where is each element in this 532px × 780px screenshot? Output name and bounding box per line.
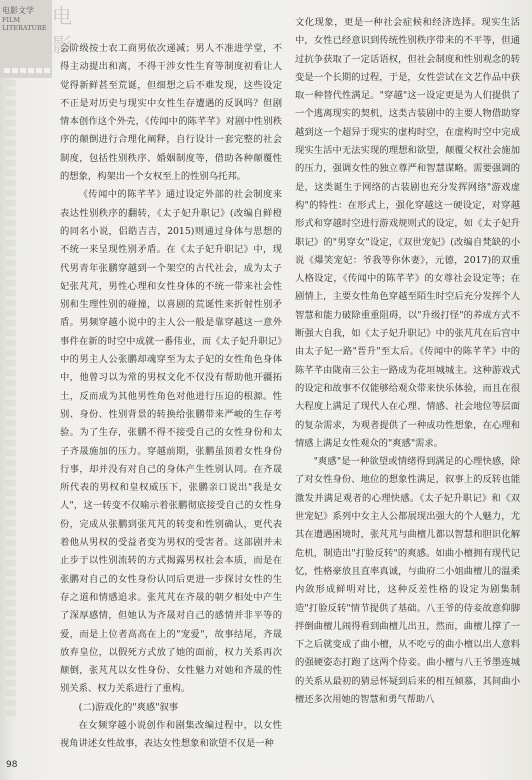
paragraph: "爽感"是一种欲望或情绪得到满足的心理快感，除了对女性身份、地位的想象性满足，叙事上的反转也能激发并满足观者的心理快感。《太子妃升职记》和《双世宠妃》系列中女主人公都展现出强大的个人魅力，尤其在遭遇困境时，张芃芃与曲檀儿都以智慧和胆识化解危机，制造出"打脸反转"的爽感。如曲小檀拥有现代记忆，性格豪放且直率真诚，与曲府二小姐曲檀儿的温柔内敛形成鲜明对比，这种反差性格的设定为剧集制造"打脸反转"情节提供了基础。八王爷的侍妾故意仰脚拌倒曲檀儿闹得看到曲檀儿出丑，然而，曲檀儿撑了一下之后就变成了曲小檀，从不吃亏的曲小檀以出人意料的强硬姿态打跑了这两个侍妾。曲小檀与八王爷墨连城的关系从最初的猜忌怀疑到后来的相互倾慕，其间曲小檀还多次用她的智慧和勇气帮助八: [295, 456, 520, 705]
film-hole: [28, 68, 34, 73]
paragraph: 会阶级按士农工商男依次递减；男人不准进学堂，不得主动提出和离，不得干涉女性生育等制度初看让人觉得新鲜甚至荒诞，但细想之后不难发现，这些设定不正是对历史与现实中女性生存遭遇的反讽吗？但剧情本创作这个外壳，《传闻中的陈芊芊》对剧中性别秩序的颠倒进行合理化阐释，自行设计一套完整的社会制度，包括性别秩序、婚姻制度等，借助各种颠覆性的想象，构架出一个女权至上的性别乌托邦。: [60, 43, 282, 183]
film-hole: [44, 68, 50, 73]
film-hole: [36, 68, 42, 73]
film-hole: [20, 68, 26, 73]
brand-title: 电影文学: [2, 6, 34, 15]
right-column: [295, 14, 520, 709]
brand-block: [2, 6, 52, 32]
brand-subtitle: FILM LITERATURE: [2, 16, 47, 32]
header-watermark: 电影: [52, 4, 74, 57]
film-hole: [12, 68, 18, 73]
film-hole: [4, 68, 10, 73]
film-strip-header: [0, 0, 52, 78]
film-strip-decoration: [6, 80, 16, 720]
page-number: 98: [6, 760, 18, 770]
paragraph: 在女频穿越小说创作和剧集改编过程中，以女性视角讲述女性故事，表达女性想象和欲望不仅是一种: [60, 719, 282, 750]
paragraph: 《传闻中的陈芊芊》通过设定外部的社会制度来表达性别秩序的翻转，《太子妃升职记》(改编自鲜橙的同名小说，侣皓吉吉，2015)则通过身体与思想的不统一来呈现性别矛盾。在《太子妃升职记》中，现代男青年张鹏穿越到一个架空的古代社会，成为太子妃张芃芃，男性心理和女性身体的不统一带来社会性别和生理性别的碰撞，以喜剧的荒诞性来折射性别矛盾。男频穿越小说中的主人公一般是靠穿越这一意外事件在新的时空中成就一番伟业，而《太子妃升职记》中的男主人公张鹏却魂穿至为太子妃的女性角色身体中，他曾习以为常的男权文化不仅没有帮助他开疆拓土，反而成为其他男性角色对他进行压迫的根源。性别、身份、性别背景的转换给张鹏带来严峻的生存考验。为了生存，张鹏不得不接受自己的女性身份和太子齐晟施加的压力。穿越前期，张鹏虽顶着女性身份行事，却并没有对自己的身体产生性别认同。在齐晟所代表的男权和皇权威压下，张鹏亲口说出"我是女人"，这一转变不仅喻示着张鹏彻底接受自己的女性身份，完成从张鹏到张芃芃的转变和性别确认，更代表着他从男权的受益者变为男权的受害者。这部剧并未止步于以性别流转的方式揭露男权社会本质，而是在张鹏对自己的女性身份认同后更进一步探讨女性的生存之道和情感追求。张芃芃在齐晟的朝夕相处中产生了深厚感情，但她认为齐晟对自己的感情并非平等的爱，而是上位者高高在上的"宠爱"，故事结尾，齐晟放弃皇位，以假死方式放了她的面前，权力关系再次颠倒，张芃芃以女性身份、女性魅力对她和齐晟的性别关系、权力关系进行了重构。: [60, 189, 282, 695]
left-column: [60, 40, 282, 754]
paragraph: 文化现象，更是一种社会症候和经济选择。现实生活中，女性已经意识到传统性别秩序带来的不平等，但通过抗争获取了一定话语权，但社会制度和性别观念的转变是一个长期的过程，于是，女性尝试在文艺作品中获取一种替代性满足。"穿越"这一设定更是为人们提供了一个逃离现实的契机，这类古装剧中的主要人物借助穿越到这一个超异于现实的虚构时空，在虚构时空中完成现实生活中无法实现的理想和欲望，颠覆父权社会施加的压力，强调女性的独立尊严和智慧谋略。需要强调的是，这类诞生于网络的古装剧也充分发挥网络"游戏虚构"的特性：在形式上，强化穿越这一硬设定，对穿越形式和穿越时空进行游戏规则式的设定，如《太子妃升职记》的"男穿女"设定，《双世宠妃》(改编自梵缺的小说《爆笑宠妃：爷我等你休妻》，元德，2017)的双重人格设定，《传闻中的陈芊芊》的女尊社会设定等；在剧情上，主要女性角色穿越至陌生时空后充分发挥个人智慧和能力破除重重阻碍，以"升级打怪"的养成方式不断强大自我，如《太子妃升职记》中的张芃芃在后宫中由太子妃一路"晋升"至太后。《传闻中的陈芊芊》中的陈芊芊由陇南三公主一路成为花垣城城主。这种游戏式的设定和故事不仅能够给观众带来快乐体验，而且在很大程度上满足了现代人在心理、情感、社会地位等层面的复杂需求，为观者提供了一种成功性想象，在心理和情感上满足女性观众的"爽感"需求。: [295, 17, 520, 449]
section-subheading: (二)游戏化的"爽感"叙事: [78, 701, 179, 713]
